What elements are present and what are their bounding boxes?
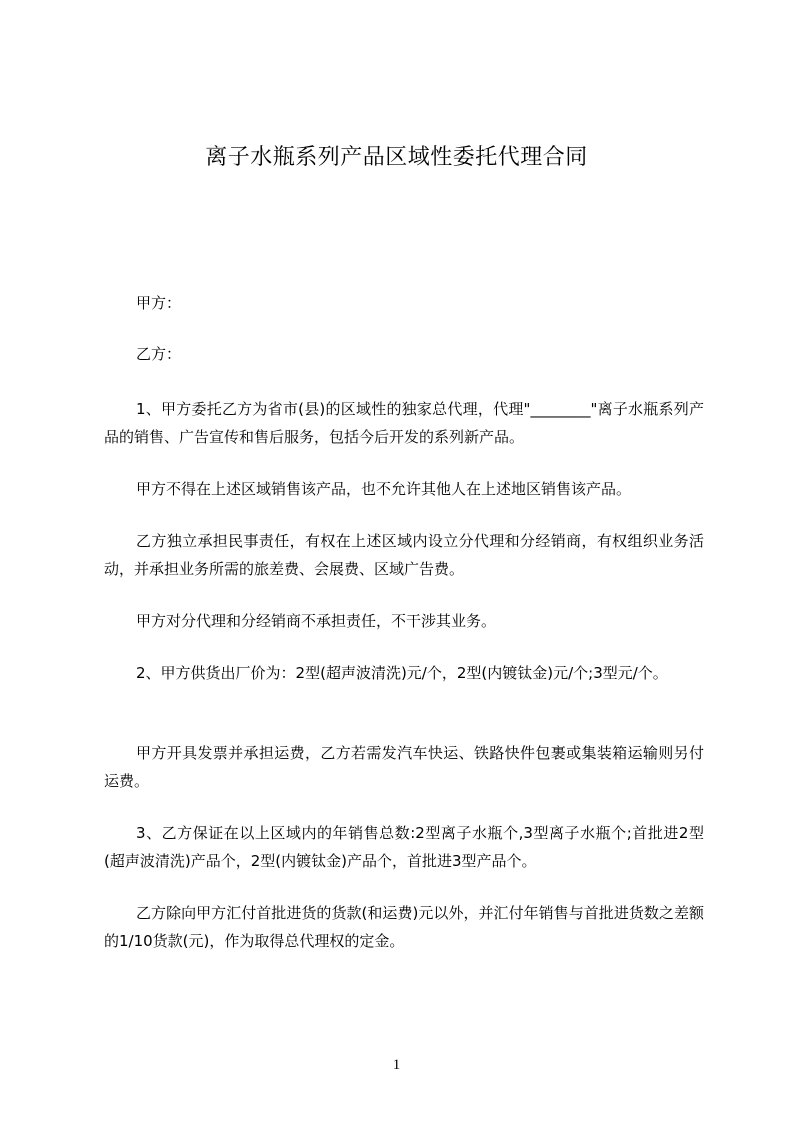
clause-3-deposit-paragraph: 乙方除向甲方汇付首批进货的货款(和运费)元以外，并汇付年销售与首批进货数之差额的1/10货款(元)，作为取得总代理权的定金。 <box>104 904 704 950</box>
party-a-line: 甲方： <box>136 294 182 312</box>
clause-1-liability-paragraph: 乙方独立承担民事责任，有权在上述区域内设立分代理和分经销商，有权组织业务活动，并承担业务所需的旅差费、会展费、区域广告费。 <box>104 532 704 578</box>
clause-1-restriction-paragraph: 甲方不得在上述区域销售该产品，也不允许其他人在上述地区销售该产品。 <box>136 480 632 498</box>
clause-2-invoice-paragraph: 甲方开具发票并承担运费，乙方若需发汽车快运、铁路快件包裹或集装箱运输则另付运费。 <box>104 744 704 790</box>
clause-1-paragraph: 1、甲方委托乙方为省市(县)的区域性的独家总代理，代理"________"离子水瓶系列产品的销售、广告宣传和售后服务，包括今后开发的系列新产品。 <box>104 400 704 446</box>
clause-3-paragraph: 3、乙方保证在以上区域内的年销售总数:2型离子水瓶个,3型离子水瓶个;首批进2型(超声波清洗)产品个，2型(内镀钛金)产品个，首批进3型产品个。 <box>104 824 704 870</box>
document-title: 离子水瓶系列产品区域性委托代理合同 <box>205 145 588 170</box>
clause-2-paragraph: 2、甲方供货出厂价为：2型(超声波清洗)元/个，2型(内镀钛金)元/个;3型元/个。 <box>136 664 668 682</box>
party-b-line: 乙方： <box>136 345 182 363</box>
clause-1-no-interference-paragraph: 甲方对分代理和分经销商不承担责任，不干涉其业务。 <box>136 612 497 630</box>
page-number: 1 <box>392 1057 401 1073</box>
